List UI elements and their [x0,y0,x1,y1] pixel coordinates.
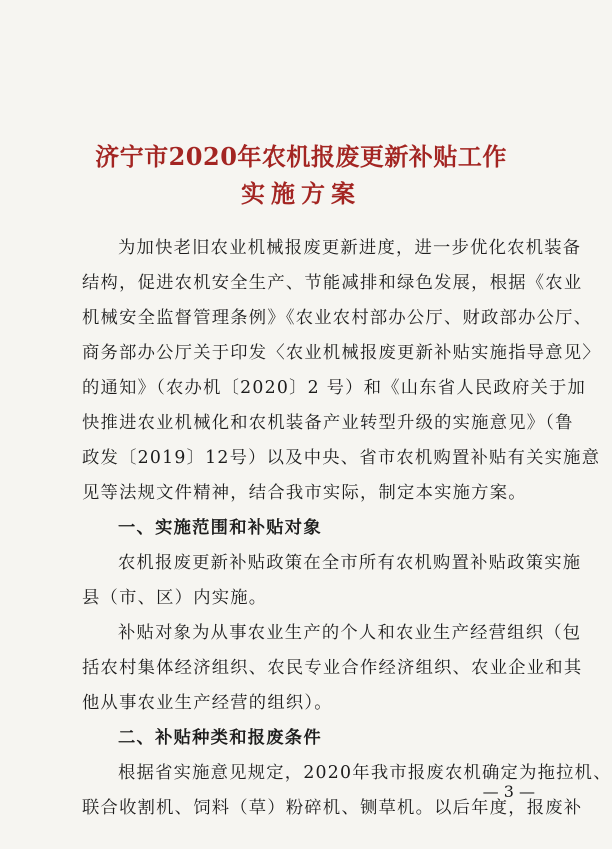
body-line: 的通知》（农办机〔2020〕2 号）和《山东省人民政府关于加 [82,378,587,398]
body-line: 见等法规文件精神，结合我市实际，制定本实施方案。 [82,483,527,503]
section-heading-2: 二、补贴种类和报废条件 [118,728,322,748]
body-line: 快推进农业机械化和农机装备产业转型升级的实施意见》（鲁 [82,413,574,433]
body-line: 机械安全监督管理条例》《农业农村部办公厅、财政部办公厅、 [82,308,593,328]
body-line: 结构，促进农机安全生产、节能减排和绿色发展，根据《农业 [82,273,583,293]
body-line: 根据省实施意见规定，2020年我市报废农机确定为拖拉机、 [118,763,612,783]
section-heading-1: 一、实施范围和补贴对象 [118,518,322,538]
body-line: 括农村集体经济组织、农民专业合作经济组织、农业企业和其 [82,658,583,678]
body-line: 县（市、区）内实施。 [82,588,268,608]
body-line: 补贴对象为从事农业生产的个人和农业生产经营组织（包 [118,623,582,643]
document-title-line-1: 济宁市2020年农机报废更新补贴工作 [95,142,507,171]
body-line: 农机报废更新补贴政策在全市所有农机购置补贴政策实施 [118,553,582,573]
body-line: 为加快老旧农业机械报废更新进度，进一步优化农机装备 [118,238,582,258]
document-title-line-2: 实施方案 [241,179,361,208]
page-number: — 3 — [482,782,535,801]
body-line: 政发〔2019〕12号）以及中央、省市农机购置补贴有关实施意 [82,448,601,468]
body-line: 他从事农业生产经营的组织）。 [82,693,333,713]
body-line: 联合收割机、饲料（草）粉碎机、铡草机。以后年度，报废补 [82,798,583,818]
body-line: 商务部办公厅关于印发〈农业机械报废更新补贴实施指导意见〉 [82,343,601,363]
